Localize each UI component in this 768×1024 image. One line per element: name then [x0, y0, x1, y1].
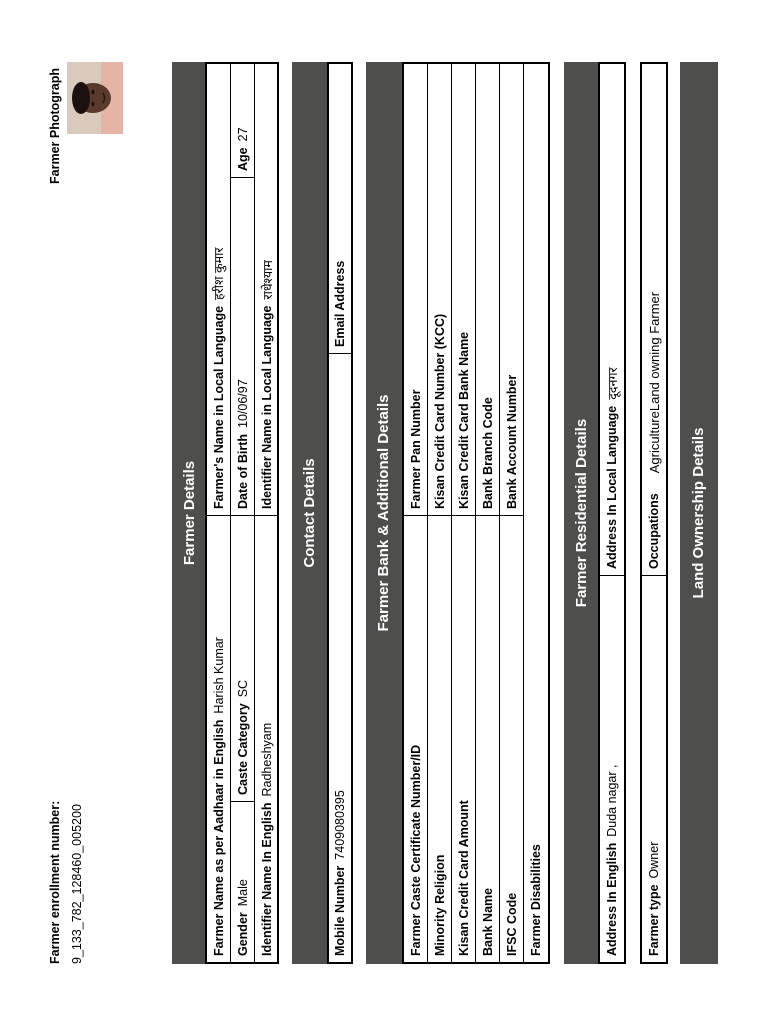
- bank-row-2: [428, 64, 452, 962]
- caste-cert-label: Farmer Caste Certificate Number/ID: [408, 744, 423, 956]
- farmer-photo: [67, 62, 123, 134]
- kcc-amount-cell: [452, 516, 475, 962]
- kcc-bank-label: Kisan Credit Card Bank Name: [456, 331, 471, 509]
- address-local-cell: [600, 64, 624, 576]
- name-local-value: हरीश कुमार: [212, 247, 226, 300]
- bank-row-4: [476, 64, 500, 962]
- bank-name-label: Bank Name: [480, 887, 495, 956]
- bank-row-5: [500, 64, 524, 962]
- identifier-en-value: Radheshyam: [260, 722, 274, 797]
- name-local-label: Farmer's Name in Local Language: [211, 305, 226, 509]
- residential-details-table: [598, 62, 626, 964]
- address-row: [600, 64, 624, 962]
- ifsc-label: IFSC Code: [504, 892, 519, 956]
- identifier-en-label: Identifier Name In English: [260, 802, 274, 956]
- disabilities-label: Farmer Disabilities: [529, 844, 543, 956]
- occupations-label: Occupations: [647, 493, 661, 569]
- pan-cell: [404, 64, 427, 516]
- contact-row: [329, 64, 351, 962]
- contact-details-header: Contact Details: [292, 62, 328, 964]
- dob-cell: [231, 178, 254, 516]
- name-local-cell: [207, 64, 230, 516]
- dob-label: Date of Birth: [235, 434, 250, 509]
- residential-details-header: Farmer Residential Details: [564, 62, 600, 964]
- farmer-type-label: Farmer type: [647, 884, 661, 956]
- name-row: [207, 64, 231, 962]
- identifier-en-cell: [255, 516, 279, 962]
- caste-cert-cell: [404, 516, 427, 962]
- minority-cell: [428, 516, 451, 962]
- kcc-amount-label: Kisan Credit Card Amount: [456, 800, 471, 956]
- gender-row: [231, 64, 255, 962]
- bank-row-3: [452, 64, 476, 962]
- kcc-cell: [428, 64, 451, 516]
- dob-value: 10/06/97: [235, 379, 250, 428]
- kcc-label: Kisan Credit Card Number (KCC): [432, 313, 447, 509]
- farmer-type-value: Owner: [647, 841, 661, 879]
- name-en-value: Harish Kumar: [211, 637, 226, 714]
- pan-label: Farmer Pan Number: [408, 389, 423, 509]
- bank-name-cell: [476, 516, 499, 962]
- address-en-label: Address In English: [605, 842, 619, 956]
- account-label: Bank Account Number: [504, 374, 519, 509]
- name-en-label: Farmer Name as per Aadhaar in English: [211, 719, 226, 956]
- name-en-cell: [207, 516, 230, 962]
- farmer-details-header: Farmer Details: [172, 62, 208, 964]
- farmer-type-cell: [642, 576, 666, 962]
- gender-label: Gender: [235, 912, 250, 956]
- enrollment-number: 9_133_782_128460_005200: [70, 804, 84, 964]
- farmer-type-row: [642, 64, 666, 962]
- caste-value: SC: [235, 679, 250, 698]
- age-cell: [231, 64, 254, 178]
- bank-details-table: [402, 62, 550, 964]
- gender-value: Male: [235, 879, 250, 907]
- caste-label: Caste Category: [235, 703, 250, 795]
- caste-cell: [231, 516, 254, 802]
- branch-cell: [476, 64, 499, 516]
- address-en-value: Duda nagar ,: [605, 764, 619, 837]
- kcc-bank-cell: [452, 64, 475, 516]
- occupations-value: AgricultureLand owning Farmer: [646, 291, 662, 474]
- email-cell: [329, 64, 351, 354]
- farmer-details-table: [205, 62, 279, 964]
- identifier-local-cell: [255, 64, 279, 516]
- email-label: Email Address: [333, 260, 347, 347]
- occupations-cell: [642, 64, 666, 576]
- age-value: 27: [235, 127, 250, 142]
- mobile-cell: [329, 354, 351, 962]
- address-local-value: दूदनगर: [605, 367, 620, 400]
- account-cell: [500, 64, 523, 516]
- identifier-local-label: Identifier Name in Local Language: [260, 305, 274, 509]
- address-en-cell: [600, 576, 624, 962]
- enrollment-label: Farmer enrollment number:: [48, 800, 62, 964]
- farmer-type-table: [640, 62, 668, 964]
- bank-row-6: [524, 64, 548, 962]
- land-details-header: Land Ownership Details: [680, 62, 718, 964]
- photo-label: Farmer Photograph: [48, 68, 62, 184]
- bank-row-1: [404, 64, 428, 962]
- disabilities-cell: [524, 516, 548, 962]
- identifier-row: [255, 64, 279, 962]
- minority-label: Minority Religion: [432, 854, 447, 956]
- identifier-local-value: राधेश्याम: [260, 260, 275, 300]
- branch-label: Bank Branch Code: [480, 397, 495, 509]
- address-local-label: Address In Local Language: [605, 405, 619, 569]
- contact-details-table: [327, 62, 353, 964]
- ifsc-cell: [500, 516, 523, 962]
- age-label: Age: [235, 147, 250, 171]
- bank-details-header: Farmer Bank & Additional Details: [366, 62, 402, 964]
- mobile-value: 7409080395: [333, 790, 347, 860]
- gender-cell: [231, 802, 254, 962]
- mobile-label: Mobile Number: [333, 865, 347, 956]
